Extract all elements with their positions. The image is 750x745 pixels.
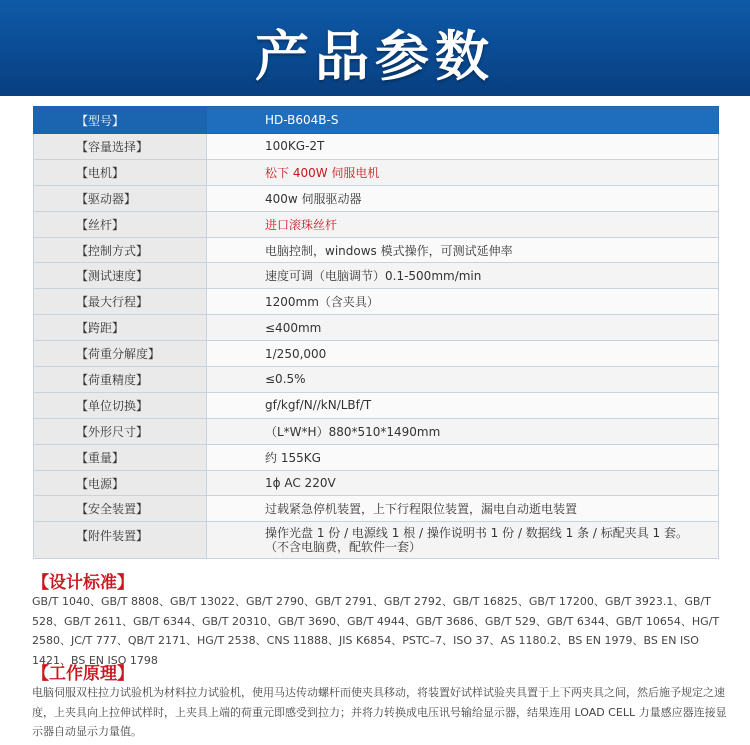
- table-row: [34, 444, 719, 470]
- spec-value: 100KG-2T: [207, 134, 719, 160]
- spec-value: 电脑控制，windows 模式操作，可测试延伸率: [207, 237, 719, 263]
- spec-label: 【安全装置】: [34, 496, 207, 522]
- spec-label: 【型号】: [34, 107, 207, 134]
- table-row-accessories: [34, 522, 719, 559]
- spec-value: 1/250,000: [207, 341, 719, 367]
- spec-value: 进口滚珠丝杆: [207, 211, 719, 237]
- spec-value: 1ɸ AC 220V: [207, 470, 719, 496]
- table-row: [34, 341, 719, 367]
- spec-label: 【外形尺寸】: [34, 418, 207, 444]
- spec-value: HD-B604B-S: [207, 107, 719, 134]
- accessories-line-1: 操作光盘 1 份 / 电源线 1 根 / 操作说明书 1 份 / 数据线 1 条 / 标配夹具 1 套。: [265, 526, 689, 541]
- table-row: [34, 289, 719, 315]
- table-row: [34, 315, 719, 341]
- spec-table: [33, 106, 719, 559]
- principle-text: 电脑伺服双柱拉力试验机为材料拉力试验机，使用马达传动螺杆而使夹具移动，将装置好试样试验夹具置于上下两夹具之间，然后施予规定之速度，上夹具向上拉伸试样时，上夹具上端的荷重元即感受到拉力；并将力转换成电压讯号输给显示器，结果连用 LOAD CELL 力量感应器连接显示器自动显示力量值。: [32, 686, 727, 738]
- table-row: [34, 470, 719, 496]
- table-row: [34, 418, 719, 444]
- principle-title: 【工作原理】: [32, 664, 134, 684]
- spec-value: 400w 伺服驱动器: [207, 185, 719, 211]
- table-header-row: [34, 107, 719, 134]
- spec-label: 【荷重分解度】: [34, 341, 207, 367]
- standards-text: GB/T 1040、GB/T 8808、GB/T 13022、GB/T 2790、GB/T 2791、GB/T 2792、GB/T 16825、GB/T 17200、GB/T 3923.1、GB/T 528、GB/T 2611、GB/T 6344、GB/T 20310、GB/T 3690、GB/T 4944、GB/T 3686、GB/T 529、GB/T 6344、GB/T 10654、HG/T 2580、JC/T 777、QB/T 2171、HG/T 2538、CNS 11888、JIS K6854、PSTC–7、ISO 37、AS 1180.2、BS EN 1979、BS EN ISO 1421、BS EN ISO 1798: [32, 595, 720, 667]
- spec-label: 【电机】: [34, 159, 207, 185]
- spec-label: 【控制方式】: [34, 237, 207, 263]
- spec-value: 1200mm（含夹具）: [207, 289, 719, 315]
- standards-title: 【设计标准】: [32, 573, 134, 593]
- page-title: 产品参数: [255, 25, 495, 88]
- accessories-line-2: （不含电脑费，配软件一套）: [265, 540, 422, 555]
- spec-label: 【电源】: [34, 470, 207, 496]
- spec-label: 【单位切换】: [34, 392, 207, 418]
- spec-label: 【测试速度】: [34, 263, 207, 289]
- title-banner: [0, 0, 750, 96]
- spec-value: 松下 400W 伺服电机: [207, 159, 719, 185]
- spec-label: 【最大行程】: [34, 289, 207, 315]
- table-row: [34, 367, 719, 393]
- spec-label: 【荷重精度】: [34, 367, 207, 393]
- table-row: [34, 134, 719, 160]
- spec-value: gf/kgf/N//kN/LBf/T: [207, 392, 719, 418]
- table-row: [34, 392, 719, 418]
- table-row: [34, 263, 719, 289]
- table-row: [34, 185, 719, 211]
- table-row: [34, 237, 719, 263]
- spec-value: ≤400mm: [207, 315, 719, 341]
- table-row: [34, 496, 719, 522]
- spec-value: ≤0.5%: [207, 367, 719, 393]
- table-row: [34, 159, 719, 185]
- table-row: [34, 211, 719, 237]
- spec-value: 约 155KG: [207, 444, 719, 470]
- spec-value: 速度可调（电脑调节）0.1-500mm/min: [207, 263, 719, 289]
- spec-value: （L*W*H）880*510*1490mm: [207, 418, 719, 444]
- spec-label: 【重量】: [34, 444, 207, 470]
- spec-label: 【跨距】: [34, 315, 207, 341]
- spec-value: 过载紧急停机装置，上下行程限位装置，漏电自动逝电装置: [207, 496, 719, 522]
- spec-label: 【驱动器】: [34, 185, 207, 211]
- spec-label: 【容量选择】: [34, 134, 207, 160]
- spec-value-accessories: [207, 522, 719, 559]
- spec-label: 【丝杆】: [34, 211, 207, 237]
- spec-label: 【附件装置】: [34, 522, 207, 559]
